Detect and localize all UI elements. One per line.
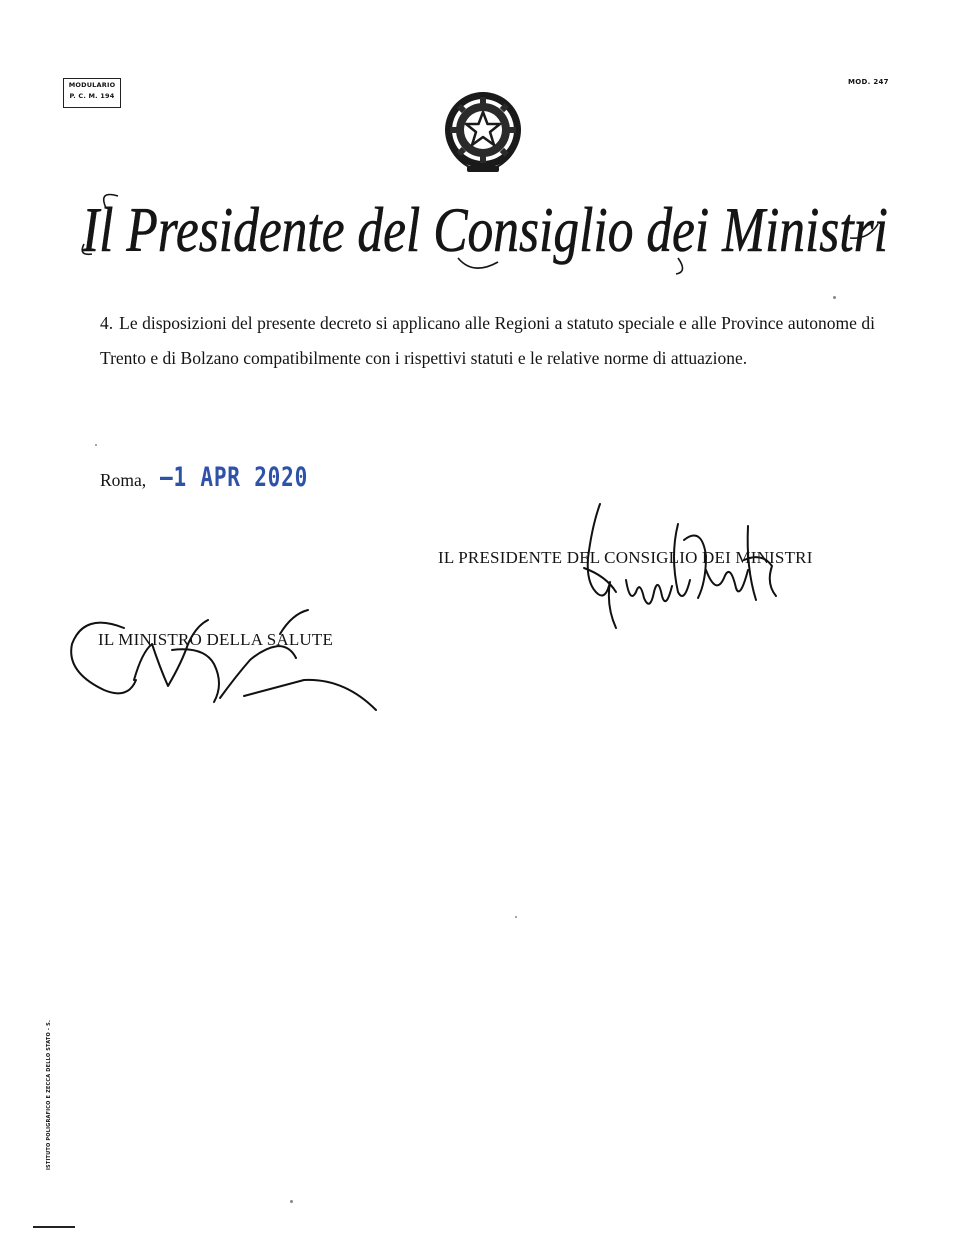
heading-text: Il Presidente del Consiglio dei Ministri xyxy=(81,195,888,265)
italian-republic-emblem-icon xyxy=(441,88,525,174)
minister-signature xyxy=(64,604,380,720)
form-code-line-1: MODULARIO xyxy=(68,81,116,89)
heading-calligraphy xyxy=(78,176,898,276)
date-stamp: –1 APR 2020 xyxy=(160,462,309,493)
article-paragraph xyxy=(100,306,875,376)
scan-speck xyxy=(290,1200,293,1203)
scan-speck xyxy=(515,916,517,918)
form-code-line-2: P. C. M. 194 xyxy=(69,92,115,100)
printer-note-text: ISTITUTO POLIGRAFICO E ZECCA DELLO STATO - S. xyxy=(46,1019,52,1170)
printer-note xyxy=(46,990,56,1170)
scan-speck xyxy=(833,296,836,299)
minister-signature-title: IL MINISTRO DELLA SALUTE xyxy=(98,630,334,649)
form-code-box xyxy=(63,78,121,108)
scan-speck xyxy=(95,444,97,446)
model-number: MOD. 247 xyxy=(848,78,889,86)
place: Roma, xyxy=(100,470,147,490)
paragraph-text: Le disposizioni del presente decreto si applicano alle Regioni a statuto speciale e alle Province autonome di Trento e di Bolzano compatibilmente con i rispettivi statuti e le relative norme di attuazione. xyxy=(100,313,875,368)
paragraph-number: 4. xyxy=(100,313,114,333)
bottom-rule xyxy=(33,1226,75,1228)
place-and-date xyxy=(100,462,350,493)
president-signature-title: IL PRESIDENTE DEL CONSIGLIO DEI MINISTRI xyxy=(438,548,813,567)
